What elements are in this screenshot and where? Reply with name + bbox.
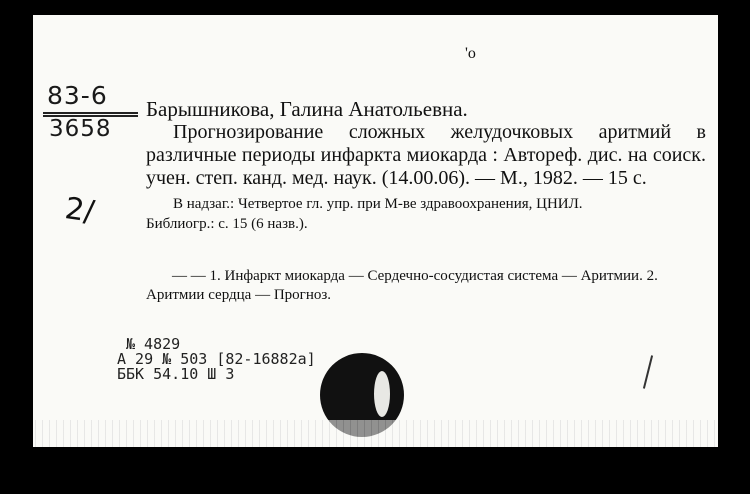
handwritten-shelf-mark: 83-6 xyxy=(47,81,108,110)
bibliography-note: Библиогр.: с. 15 (6 назв.). xyxy=(146,216,308,232)
classification-code: ББК 54.10 Ш 3 xyxy=(117,365,235,383)
title-block: Прогнозирование сложных желудочковых аритмий в различные периоды инфаркта миокарда : Автореф. дис. на соиск. учен. степ. канд. мед. наук. (14.00.06). — М., 1982. — 15 с. xyxy=(146,121,706,189)
accession-stamp xyxy=(117,337,316,382)
accession-number: № 4829 xyxy=(126,335,181,353)
handwritten-margin-note: 2/ xyxy=(62,191,97,230)
catalog-card xyxy=(33,15,718,447)
subject-tracings: — — 1. Инфаркт миокарда — Сердечно-сосудистая система — Аритмии. 2. Аритмии сердца — Прогноз. xyxy=(146,268,658,303)
handwritten-corner-note: 'o xyxy=(465,45,476,62)
handwritten-number: 3658 xyxy=(49,116,112,142)
bibliographic-record xyxy=(146,97,706,234)
pencil-tick-mark xyxy=(643,355,653,388)
underline xyxy=(43,112,138,114)
sponsor-note: В надзаг.: Четвертое гл. упр. при М-ве здравоохранения, ЦНИЛ. xyxy=(173,196,583,212)
ink-stamp-blot xyxy=(320,353,404,437)
author-heading: Барышникова, Галина Анатольевна. xyxy=(146,97,468,121)
accession-code: А 29 № 503 [82-16882а] xyxy=(117,350,316,368)
